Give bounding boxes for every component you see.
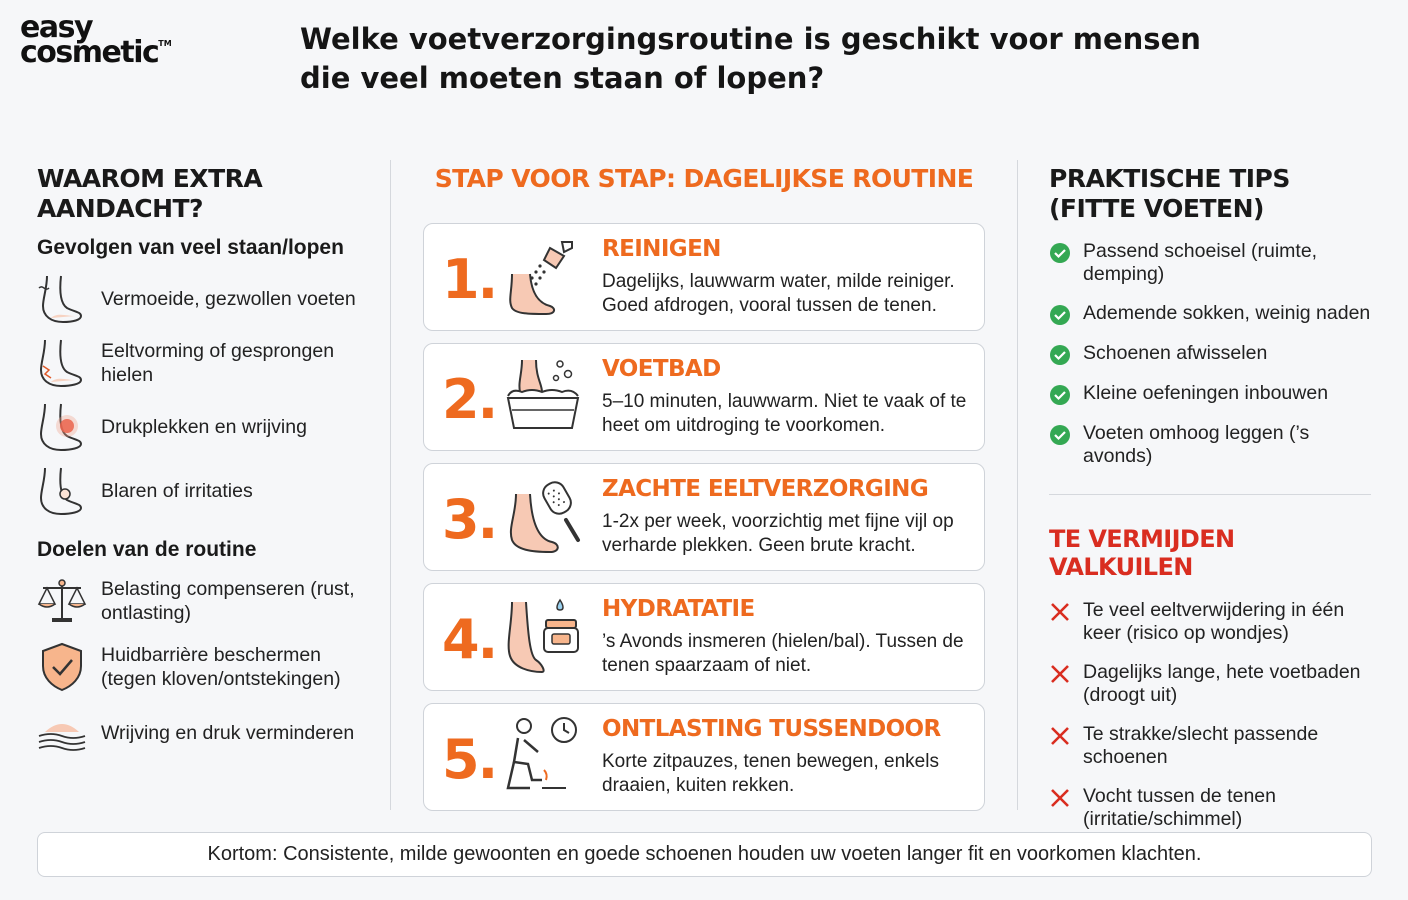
check-circle-icon bbox=[1049, 424, 1071, 446]
routine-heading: STAP VOOR STAP: DAGELIJKSE ROUTINE bbox=[434, 164, 974, 193]
step-description: Dagelijks, lauwwarm water, milde reiniger. Goed afdrogen, vooral tussen de tenen. bbox=[602, 271, 955, 316]
step-number: 3. bbox=[442, 488, 497, 551]
routine-step bbox=[423, 703, 985, 811]
tips-list bbox=[1049, 240, 1379, 468]
routine-step bbox=[423, 223, 985, 331]
goal-text: Belasting compenseren (rust, ontlasting) bbox=[101, 578, 355, 624]
cushion-layers-icon bbox=[37, 706, 87, 760]
cross-icon bbox=[1049, 663, 1071, 685]
column-divider-right bbox=[1017, 160, 1018, 810]
pitfall-item bbox=[1049, 661, 1379, 707]
step-number: 5. bbox=[442, 728, 497, 791]
routine-step bbox=[423, 463, 985, 571]
check-circle-icon bbox=[1049, 344, 1071, 366]
consequence-text: Eeltvorming of gesprongen hielen bbox=[101, 340, 335, 386]
pitfall-text: Te strakke/slecht passende schoenen bbox=[1083, 723, 1319, 768]
step-title: HYDRATATIE bbox=[602, 596, 755, 622]
tip-text: Schoenen afwisselen bbox=[1083, 342, 1268, 364]
tip-item bbox=[1049, 422, 1379, 468]
step-title: VOETBAD bbox=[602, 356, 721, 382]
pitfall-text: Vocht tussen de tenen (irritatie/schimmel) bbox=[1083, 785, 1276, 830]
step-title: ONTLASTING TUSSENDOOR bbox=[602, 716, 941, 742]
balance-scale-icon bbox=[37, 574, 87, 628]
step-title: REINIGEN bbox=[602, 236, 721, 262]
shield-check-icon bbox=[37, 640, 87, 694]
consequence-item bbox=[37, 400, 377, 454]
cross-icon bbox=[1049, 725, 1071, 747]
tip-text: Kleine oefeningen inbouwen bbox=[1083, 382, 1329, 404]
goal-item bbox=[37, 574, 377, 628]
pressure-point-icon bbox=[37, 400, 87, 454]
shower-foot-icon bbox=[502, 234, 584, 320]
step-number: 2. bbox=[442, 368, 497, 431]
tip-item bbox=[1049, 302, 1379, 326]
logo-trademark: TM bbox=[158, 38, 172, 48]
tired-foot-icon bbox=[37, 272, 87, 326]
step-number: 4. bbox=[442, 608, 497, 671]
goal-item bbox=[37, 706, 377, 760]
pitfall-item bbox=[1049, 723, 1379, 769]
consequence-text: Blaren of irritaties bbox=[101, 480, 253, 502]
why-section bbox=[37, 164, 377, 760]
tip-item bbox=[1049, 240, 1379, 286]
routine-step bbox=[423, 583, 985, 691]
consequence-text: Drukplekken en wrijving bbox=[101, 416, 307, 438]
rest-clock-icon bbox=[502, 714, 584, 800]
tip-item bbox=[1049, 382, 1379, 406]
step-title: ZACHTE EELTVERZORGING bbox=[602, 476, 929, 502]
check-circle-icon bbox=[1049, 304, 1071, 326]
check-circle-icon bbox=[1049, 242, 1071, 264]
pitfalls-list bbox=[1049, 599, 1379, 831]
column-divider-left bbox=[390, 160, 391, 810]
pitfalls-heading: TE VERMIJDEN VALKUILEN bbox=[1049, 525, 1235, 581]
why-heading: WAAROM EXTRA AANDACHT? bbox=[37, 164, 263, 223]
cross-icon bbox=[1049, 601, 1071, 623]
goals-heading: Doelen van de routine bbox=[37, 538, 257, 561]
logo-line-2: cosmetic bbox=[20, 34, 159, 70]
consequence-item bbox=[37, 464, 377, 518]
summary-footer: Kortom: Consistente, milde gewoonten en goede schoenen houden uw voeten langer fit en voorkomen klachten. bbox=[37, 832, 1372, 877]
goal-text: Wrijving en druk verminderen bbox=[101, 722, 355, 744]
cracked-heel-icon bbox=[37, 336, 87, 390]
tip-item bbox=[1049, 342, 1379, 366]
check-circle-icon bbox=[1049, 384, 1071, 406]
cross-icon bbox=[1049, 787, 1071, 809]
consequence-item bbox=[37, 272, 377, 326]
consequences-heading: Gevolgen van veel staan/lopen bbox=[37, 236, 344, 259]
step-description: ’s Avonds insmeren (hielen/bal). Tussen de tenen spaarzaam of niet. bbox=[602, 631, 964, 676]
blister-icon bbox=[37, 464, 87, 518]
routine-step bbox=[423, 343, 985, 451]
brand-logo bbox=[20, 10, 190, 70]
foot-file-icon bbox=[502, 474, 584, 560]
pitfall-text: Dagelijks lange, hete voetbaden (droogt uit) bbox=[1083, 661, 1361, 706]
goal-item bbox=[37, 640, 377, 694]
goal-text: Huidbarrière beschermen (tegen kloven/ontstekingen) bbox=[101, 644, 341, 690]
tip-text: Passend schoeisel (ruimte, demping) bbox=[1083, 240, 1318, 285]
consequence-text: Vermoeide, gezwollen voeten bbox=[101, 288, 356, 310]
section-divider bbox=[1049, 494, 1371, 495]
pitfall-item bbox=[1049, 785, 1379, 831]
foot-bath-icon bbox=[502, 354, 584, 440]
tip-text: Voeten omhoog leggen (’s avonds) bbox=[1083, 422, 1310, 467]
cream-jar-icon bbox=[502, 594, 584, 680]
step-description: Korte zitpauzes, tenen bewegen, enkels draaien, kuiten rekken. bbox=[602, 751, 939, 796]
pitfall-text: Te veel eeltverwijdering in één keer (risico op wondjes) bbox=[1083, 599, 1345, 644]
step-number: 1. bbox=[442, 248, 497, 311]
page-title: Welke voetverzorgingsroutine is geschikt voor mensen die veel moeten staan of lopen? bbox=[300, 22, 1201, 95]
consequence-item bbox=[37, 336, 377, 390]
tips-section bbox=[1049, 164, 1379, 831]
step-description: 5–10 minuten, lauwwarm. Niet te vaak of te heet om uitdroging te voorkomen. bbox=[602, 391, 967, 436]
pitfall-item bbox=[1049, 599, 1379, 645]
tips-heading: PRAKTISCHE TIPS (FITTE VOETEN) bbox=[1049, 164, 1290, 223]
logo-line-1: easy bbox=[20, 10, 93, 45]
routine-section bbox=[423, 164, 985, 796]
tip-text: Ademende sokken, weinig naden bbox=[1083, 302, 1371, 324]
step-description: 1-2x per week, voorzichtig met fijne vijl op verharde plekken. Geen brute kracht. bbox=[602, 511, 954, 556]
